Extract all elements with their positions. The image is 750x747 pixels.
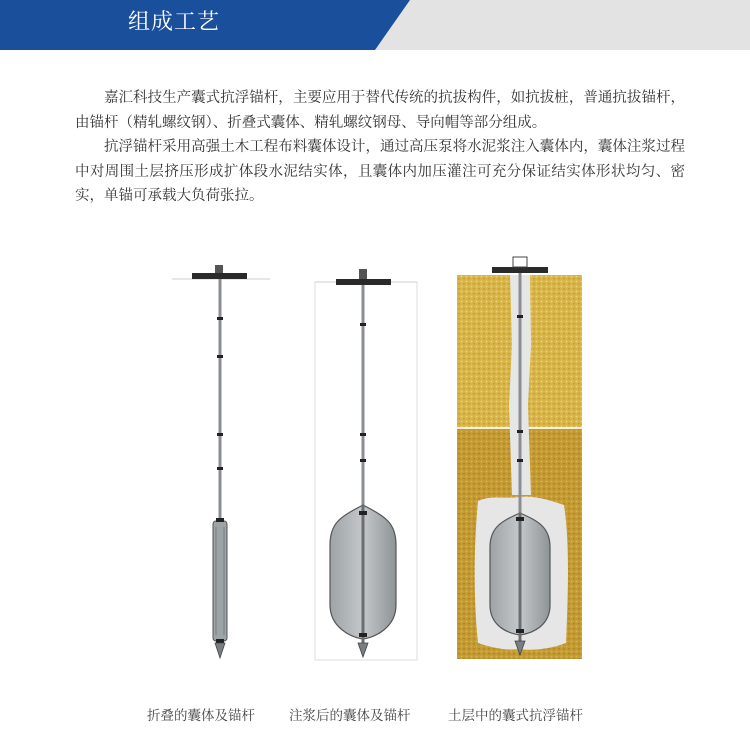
intro-text [75, 86, 685, 209]
folded-capsule [213, 521, 227, 641]
anchor-figure [160, 255, 590, 665]
diagram-folded-capsule [172, 265, 270, 658]
header-banner [0, 0, 750, 50]
diagram-grouted-capsule [315, 269, 417, 660]
anchor-plate [492, 267, 548, 273]
caption-folded: 折叠的囊体及锚杆 [147, 708, 255, 724]
guide-cap [358, 643, 368, 657]
anchor-diagrams [160, 255, 590, 665]
anchor-plate [192, 273, 247, 279]
guide-cap [215, 643, 225, 658]
diagram-anchor-in-soil [457, 257, 582, 659]
figure-captions [0, 704, 750, 728]
intro-paragraph-2: 抗浮锚杆采用高强土木工程布料囊体设计，通过高压泵将水泥浆注入囊体内，囊体注浆过程中对周围土层挤压形成扩体段水泥结实体，且囊体内加压灌注可充分保证结实体形状均匀、密实，单锚可承载大负荷张拉。 [75, 139, 685, 204]
section-title: 组成工艺 [128, 10, 221, 35]
caption-grouted: 注浆后的囊体及锚杆 [289, 708, 411, 724]
header-background [0, 0, 750, 50]
anchor-plate [336, 279, 391, 285]
intro-paragraph-1: 嘉汇科技生产囊式抗浮锚杆，主要应用于替代传统的抗拔构件，如抗拔桩，普通抗拔锚杆，由锚杆（精轧螺纹钢）、折叠式囊体、精轧螺纹钢母、导向帽等部分组成。 [75, 90, 685, 131]
caption-in-soil: 土层中的囊式抗浮锚杆 [448, 708, 583, 724]
